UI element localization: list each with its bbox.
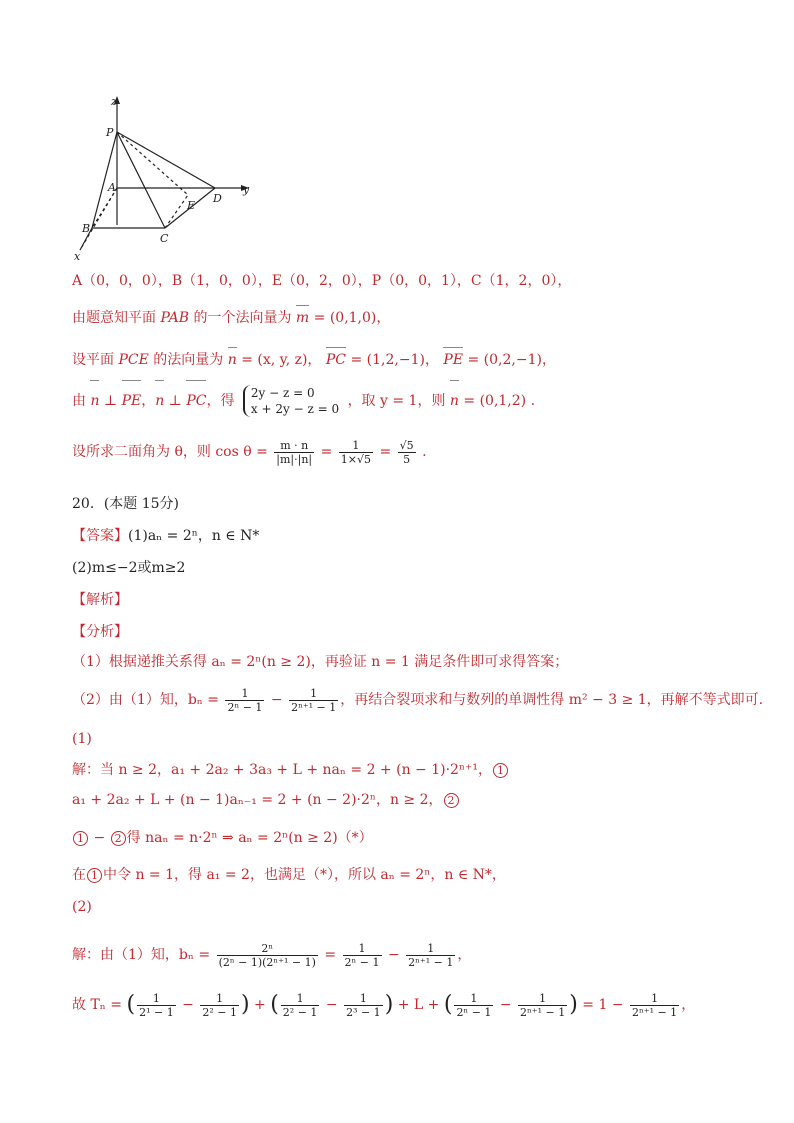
step-5 [72,935,471,975]
l3-c3: ⊥ [164,393,187,409]
s6-p1: + [249,997,271,1013]
s6-t4 [344,992,383,1019]
answer-line-2: (2)m≤−2或m≥2 [72,560,186,576]
analysis-1: （1）根据递推关系得 aₙ = 2ⁿ(n ≥ 2)，再验证 n = 1 满足条件即可求得答案； [72,654,569,670]
l4-end: . [417,444,427,460]
answer-label: 【答案】 [72,528,128,544]
step-6: 故 Tₙ = ( $\frac{1}{\text{2¹ − 1}}$ − $\frac{1}{\text{2² − 1}}$ ) + ( $\frac{1}{\text{2² − 1}}$ − $\frac{1}{\text{2³ − 1}}$ ) + L + ( $\frac{1}{\text{2ⁿ − 1}}$ − $\frac{1}{\text{2ⁿ⁺¹ − 1}}$ ) = 1 − $\frac{1}{\text{2ⁿ⁺¹ − 1}}$ ， [72,991,696,1019]
analysis-2 [72,682,763,718]
answer-line-1 [72,526,259,546]
s6-t3 [281,992,320,1019]
s3-text: 得 naₙ = n·2ⁿ ⇒ aₙ = 2ⁿ(n ≥ 2)（*） [126,830,373,846]
s6-t1 [137,992,176,1019]
pyramid-figure [60,92,270,264]
line-normal-pab [72,308,390,328]
point-a: A [108,181,116,194]
line-system [72,383,535,419]
l4-eq2: = [375,444,396,460]
l3-pe: PE [122,383,142,419]
step-1 [72,760,509,780]
s5-f3-num: 1 [406,942,455,956]
an2-f2-num: 1 [289,687,338,701]
line-cos [72,432,427,472]
s5-eq: = [319,947,341,963]
l1-pre: 由题意知平面 [72,310,161,326]
l1-m: m [295,310,310,326]
cos-frac [274,439,314,466]
an2-frac2 [289,687,338,714]
s6-res: = 1 − [577,997,628,1013]
s5-f1-num: 2ⁿ [217,942,318,956]
s6-m2: − [321,997,343,1013]
l2-nval: = (x, y, z)， [236,352,322,368]
point-d: D [213,192,222,205]
s5-frac2 [343,942,382,969]
l3-c2: ， [141,393,156,409]
s4-pre: 在 [72,867,86,883]
l3-n1: n [90,383,99,419]
s6-t4-den: 2³ − 1 [346,1005,381,1019]
l3-n2: n [155,383,164,419]
s5-pre: 解：由（1）知，bₙ = [72,947,215,963]
s5-f2-num: 1 [343,942,382,956]
an2-f1-num: 1 [225,687,264,701]
s6-t1-den: 2¹ − 1 [139,1005,174,1019]
s6-t3-den: 2² − 1 [282,1005,318,1019]
s5-f2-den: 2ⁿ − 1 [344,955,380,969]
frac-1 [339,439,373,466]
circle-1: 1 [493,763,508,778]
frac-2 [398,439,416,466]
s1-text: 解：当 n ≥ 2，a₁ + 2a₂ + 3a₃ + L + naₙ = 2 + (n − 1)·2ⁿ⁺¹， [72,762,492,778]
l2-pc: PC [325,352,347,368]
l3-nval: = (0,1,2) . [458,393,536,409]
s6-m3: − [495,997,517,1013]
step-2 [72,790,460,810]
point-p: P [106,126,114,139]
l2-n: n [227,352,237,368]
line-normal-pce [72,350,556,370]
l2-mid: 的法向量为 [148,352,228,368]
cos-num: m · n [274,439,314,453]
l3-post: ，取 y = 1，则 [347,393,450,409]
s6-t6-den: 2ⁿ⁺¹ − 1 [520,1005,566,1019]
question-20-title: 20．(本题 15分) [72,496,180,512]
an2-frac1 [225,687,264,714]
l2-pcval: = (1,2,−1)， [346,352,439,368]
s4-circle-1: 1 [87,868,102,883]
frac1-den: 1×√5 [340,452,372,466]
l3-de: ，得 [206,393,235,409]
frac2-num: √5 [399,438,414,452]
s6-t2-den: 2² − 1 [202,1005,237,1019]
an2-post: ，再结合裂项求和与数列的单调性得 m² − 3 ≥ 1，再解不等式即可. [340,692,764,708]
l1-pab: PAB [160,310,189,326]
s6-m1: − [177,997,199,1013]
s4-post: 中令 n = 1，得 a₁ = 2，也满足（*），所以 aₙ = 2ⁿ，n ∈ N*， [103,867,506,883]
l4-eq1: = [316,444,337,460]
s6-t5 [454,992,493,1019]
s6-rfrac [630,992,679,1019]
cos-den: |m|·|n| [276,452,313,466]
answer-1: (1)aₙ = 2ⁿ，n ∈ N* [128,528,260,544]
frac1-num: 1 [339,439,373,453]
l2-peval: = (0,2,−1)， [463,352,556,368]
circle-2: 2 [444,793,459,808]
s3-circle-1: 1 [73,831,88,846]
l2-pe: PE [443,352,464,368]
an2-f1-den: 2ⁿ − 1 [227,700,263,714]
eq1: 2y − z = 0 [250,386,315,400]
s2-text: a₁ + 2a₂ + L + (n − 1)aₙ₋₁ = 2 + (n − 2)·2ⁿ，n ≥ 2， [72,792,443,808]
step-4 [72,865,506,885]
s6-rnum: 1 [630,992,679,1006]
l3-pc: PC [186,383,206,419]
s5-f3-den: 2ⁿ⁺¹ − 1 [408,955,454,969]
s5-f1-den: (2ⁿ − 1)(2ⁿ⁺¹ − 1) [218,955,316,969]
s3-circle-2: 2 [111,831,126,846]
s6-t1-num: 1 [137,992,176,1006]
frac2-den: 5 [403,452,411,466]
s6-rden: 2ⁿ⁺¹ − 1 [632,1005,678,1019]
s6-t5-den: 2ⁿ − 1 [456,1005,492,1019]
s6-t2 [200,992,239,1019]
jiexi-label: 【解析】 [72,592,128,608]
s6-mid: + L + [393,997,444,1013]
s6-t3-num: 1 [281,992,320,1006]
s6-end: ， [681,997,696,1013]
s5-end: ， [457,947,472,963]
s6-t6-num: 1 [518,992,567,1006]
s6-t4-num: 1 [344,992,383,1006]
step-3 [72,828,373,848]
l1-mid: 的一个法向量为 [189,310,296,326]
s5-frac3 [406,942,455,969]
an2-f2-den: 2ⁿ⁺¹ − 1 [291,700,337,714]
an2-pre: （2）由（1）知，bₙ = [72,692,224,708]
axis-z-label: z [111,95,117,108]
fenxi-label: 【分析】 [72,624,128,640]
s5-minus: − [383,947,405,963]
s6-t2-num: 1 [200,992,239,1006]
point-c: C [160,232,169,245]
s3-minus: − [89,830,110,846]
part-1-label: (1) [72,731,92,747]
an2-minus: − [266,692,288,708]
l3-c1: ⊥ [99,393,122,409]
axis-y-label: y [243,183,250,196]
eq2: x + 2y − z = 0 [250,402,340,416]
l2-pre: 设平面 [72,352,119,368]
axis-x-label: x [74,250,81,263]
point-b: B [82,222,91,235]
s5-frac1 [217,942,318,969]
equation-system [243,385,339,417]
l3-n3: n [450,383,459,419]
point-e: E [187,199,196,212]
l2-pce: PCE [118,352,149,368]
l4-pre: 设所求二面角为 θ，则 cos θ = [72,444,273,460]
s6-t5-num: 1 [454,992,493,1006]
s6-t6 [518,992,567,1019]
l3-pre: 由 [72,393,91,409]
l1-val: = (0,1,0)， [309,310,391,326]
s6-pre: 故 Tₙ = [72,997,127,1013]
coords-line: A（0，0，0），B（1，0，0），E（0，2，0），P（0，0，1），C（1，2，0）， [72,273,572,289]
part-2-label: (2) [72,899,92,915]
